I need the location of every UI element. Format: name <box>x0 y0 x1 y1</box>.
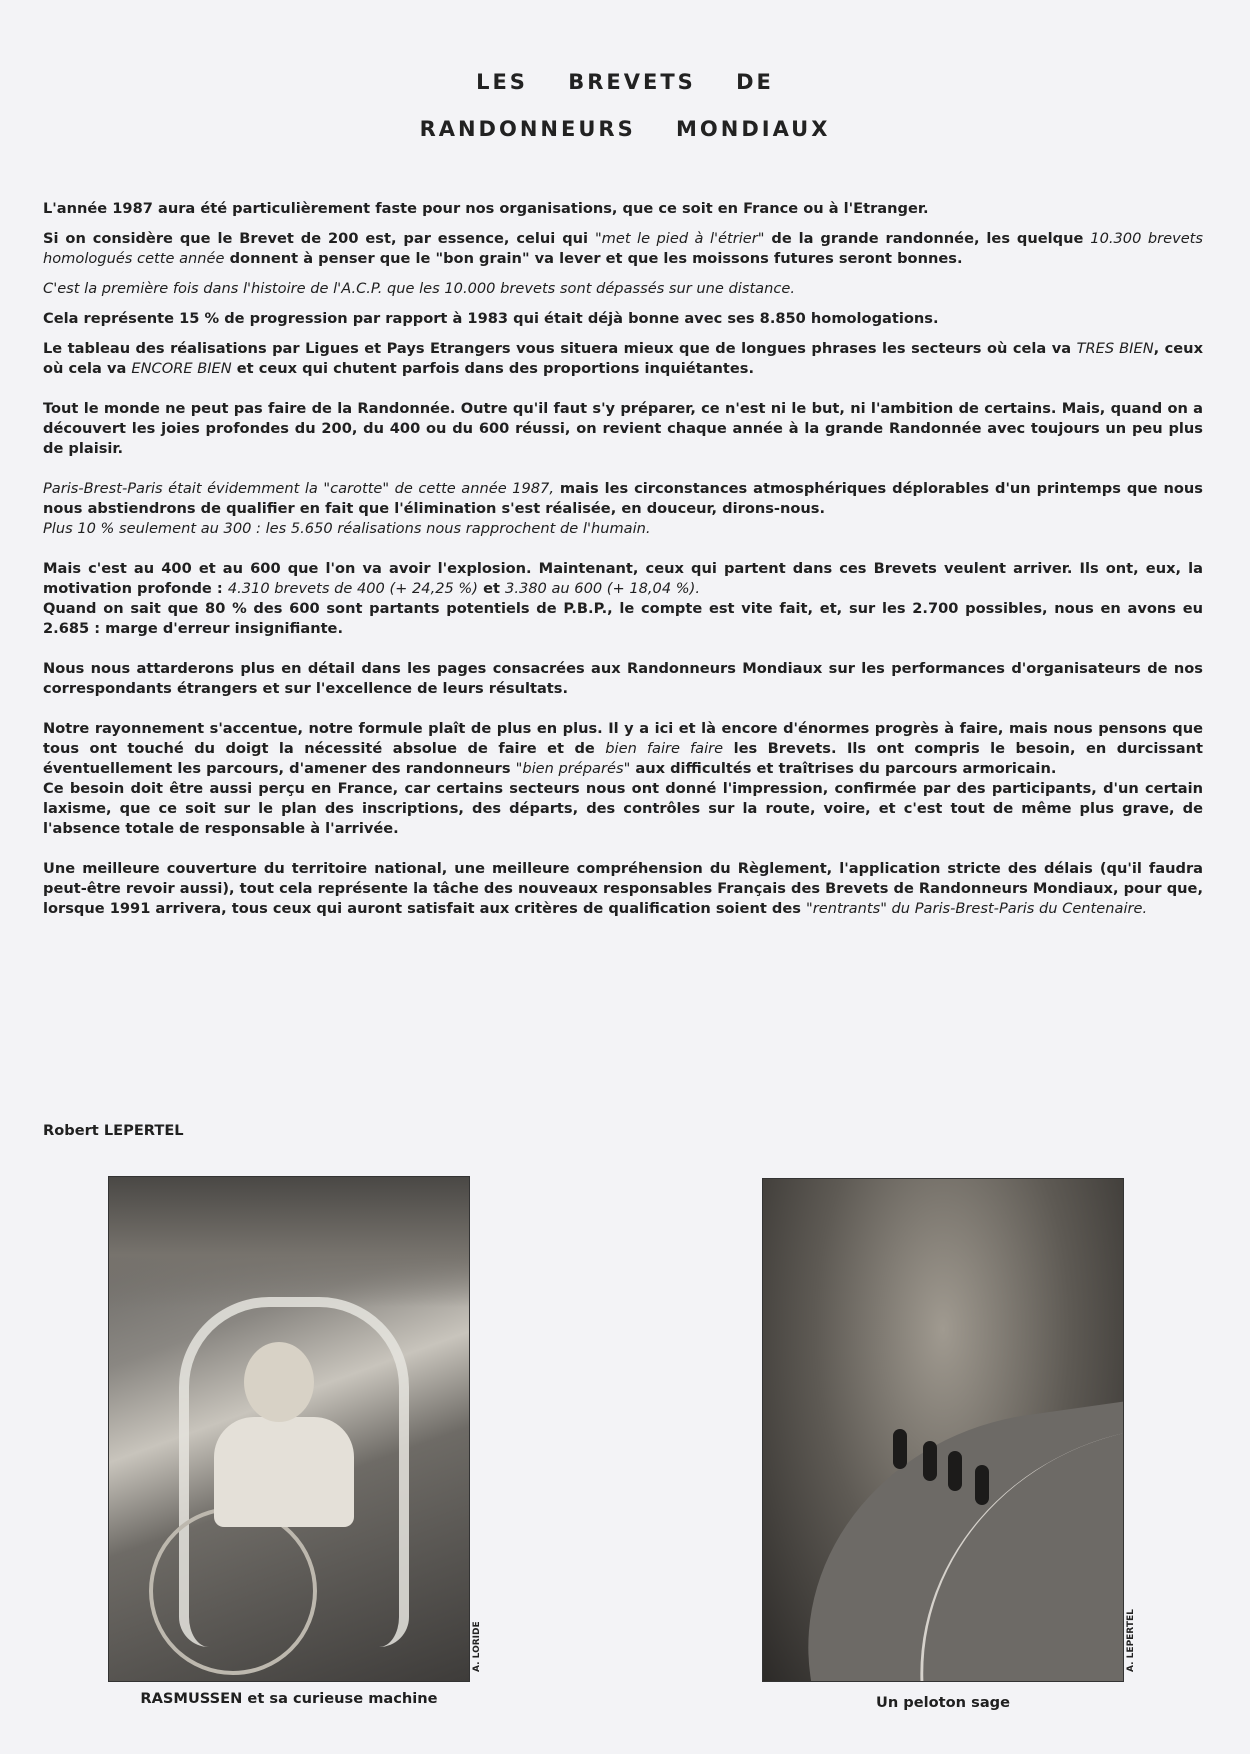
paragraph: Cela représente 15 % de progression par rapport à 1983 qui était déjà bonne avec ses 8.850 homologations. <box>43 310 939 327</box>
photo-caption: Un peloton sage <box>875 1694 1011 1711</box>
paragraph: L'année 1987 aura été particulièrement faste pour nos organisations, que ce soit en France ou à l'Etranger. <box>43 200 929 217</box>
article-body <box>43 199 1203 929</box>
photo-credit: A. LEPERTEL <box>1126 1609 1136 1672</box>
photo-peloton <box>762 1178 1124 1682</box>
paragraph: Le tableau des réalisations par Ligues et Pays Etrangers vous situera mieux que de longues phrases les secteurs où cela va TRES BIEN, ceux où cela va ENCORE BIEN et ceux qui chutent parfois dans des proportions inquiétantes. <box>43 340 1203 377</box>
signature: Robert LEPERTEL <box>43 1122 184 1139</box>
title-line-1: LES BREVETS DE <box>476 70 774 94</box>
paragraph: Une meilleure couverture du territoire national, une meilleure compréhension du Règlement, l'application stricte des délais (qu'il faudra peut-être revoir aussi), tout cela représente la tâche des nouveaux responsables Français des Brevets de Randonneurs Mondiaux, pour que, lorsque 1991 arrivera, tous ceux qui auront satisfait aux critères de qualification soient des "rentrants" du Paris-Brest-Paris du Centenaire. <box>43 860 1203 917</box>
photo-rasmussen <box>108 1176 470 1682</box>
paragraph: Mais c'est au 400 et au 600 que l'on va avoir l'explosion. Maintenant, ceux qui partent dans ces Brevets veulent arriver. Ils ont, eux, la motivation profonde : 4.310 brevets de 400 (+ 24,25 %) et 3.380 au 600 (+ 18,04 %). Quand on sait que 80 % des 600 sont partants potentiels de P.B.P., le compte est vite fait, et, sur les 2.700 possibles, nous en avons eu 2.685 : marge d'erreur insignifiante. <box>43 560 1203 637</box>
paragraph: C'est la première fois dans l'histoire de l'A.C.P. que les 10.000 brevets sont dépassés sur une distance. <box>43 280 796 297</box>
paragraph: Nous nous attarderons plus en détail dans les pages consacrées aux Randonneurs Mondiaux sur les performances d'organisateurs de nos correspondants étrangers et sur l'excellence de leurs résultats. <box>43 660 1203 697</box>
title-line-2: RANDONNEURS MONDIAUX <box>419 117 831 141</box>
paragraph: Paris-Brest-Paris était évidemment la "carotte" de cette année 1987, mais les circonstances atmosphériques déplorables d'un printemps que nous nous abstiendrons de qualifier en fait que l'élimination s'est réalisée, en douceur, dirons-nous. Plus 10 % seulement au 300 : les 5.650 réalisations nous rapprochent de l'humain. <box>43 480 1203 537</box>
paragraph: Tout le monde ne peut pas faire de la Randonnée. Outre qu'il faut s'y préparer, ce n'est ni le but, ni l'ambition de certains. Mais, quand on a découvert les joies profondes du 200, du 400 ou du 600 réussi, on revient chaque année à la grande Randonnée avec toujours un peu plus de plaisir. <box>43 400 1203 457</box>
photo-credit: A. LORIDE <box>472 1621 482 1672</box>
paragraph: Si on considère que le Brevet de 200 est, par essence, celui qui "met le pied à l'étrier" de la grande randonnée, les quelque 10.300 brevets homologués cette année donnent à penser que le "bon grain" va lever et que les moissons futures seront bonnes. <box>43 230 1204 267</box>
paragraph: Notre rayonnement s'accentue, notre formule plaît de plus en plus. Il y a ici et là encore d'énormes progrès à faire, mais nous pensons que tous ont touché du doigt la nécessité absolue de faire et de bien faire faire les Brevets. Ils ont compris le besoin, en durcissant éventuellement les parcours, d'amener des randonneurs "bien préparés" aux difficultés et traîtrises du parcours armoricain. Ce besoin doit être aussi perçu en France, car certains secteurs nous ont donné l'impression, confirmée par des participants, d'un certain laxisme, que ce soit sur le plan des inscriptions, des départs, des contrôles sur la route, voire, et c'est tout de même plus grave, de l'absence totale de responsable à l'arrivée. <box>43 720 1203 837</box>
photo-caption: RASMUSSEN et sa curieuse machine <box>140 1690 438 1707</box>
